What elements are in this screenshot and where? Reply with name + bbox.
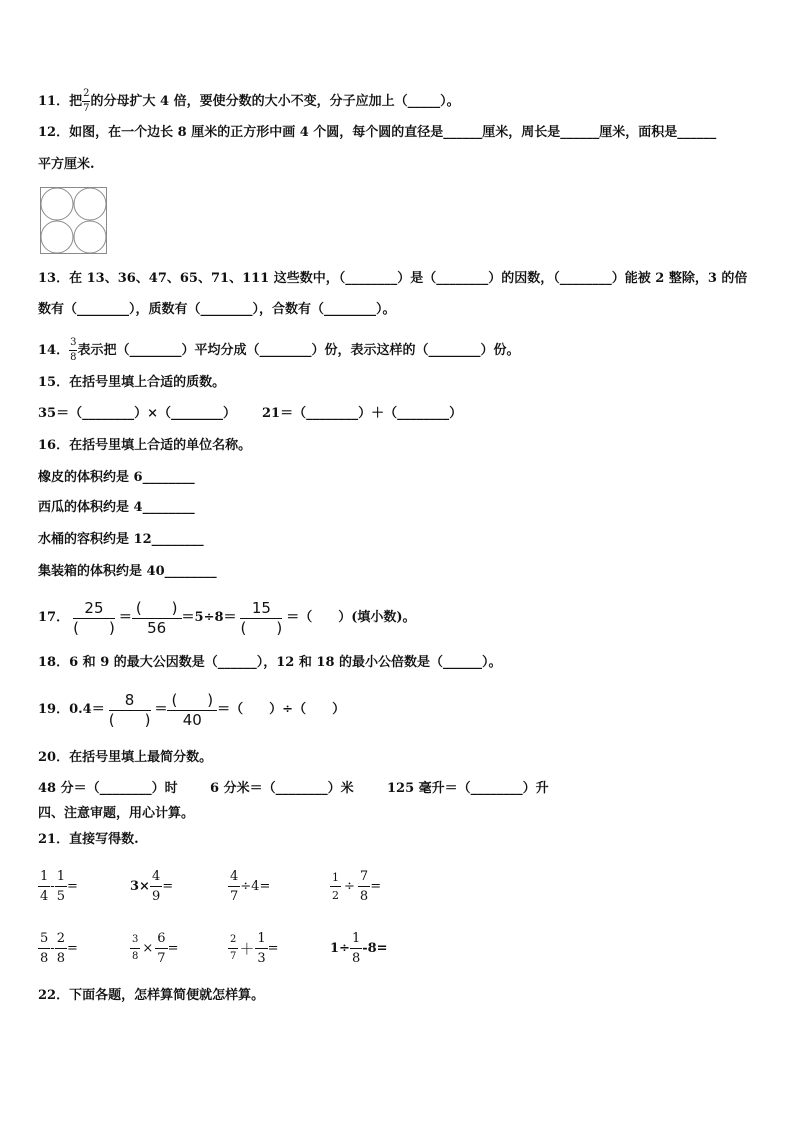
q17-fraction-2: $\frac{( )}{56}$ (132, 601, 182, 636)
question-17: 17． $\frac{25}{( )}$ ＝ $\frac{( )}{56}$ ＝5÷8＝ $\frac{15}{( )}$ ＝（ ）(填小数)。 (38, 598, 416, 637)
question-20-title: 20．在括号里填上最简分数。 (38, 750, 213, 765)
circle-bottom-left (41, 221, 73, 253)
circle-top-right (74, 188, 106, 220)
circle-bottom-right (74, 221, 106, 253)
q15-left: 35＝（________）×（________） (38, 406, 236, 421)
q11-text: 的分母扩大 4 倍，要使分数的大小不变，分子应加上（_____）。 (90, 94, 460, 109)
q21-row2-expr1: $\frac{5}{8}$ - $\frac{2}{8}$ = (40, 930, 78, 966)
q19-tail: ＝（ ）÷（ ） (217, 702, 346, 717)
question-13-line2: 数有（________），质数有（________），合数有（________）。 (38, 302, 396, 317)
question-12-line1: 12．如图，在一个边长 8 厘米的正方形中画 4 个圆，每个圆的直径是______厘米，周长是______厘米，面积是______ (38, 125, 717, 140)
question-19: 19．0.4＝ $\frac{8}{( )}$ ＝ $\frac{( )}{40}$ ＝（ ）÷（ ） (38, 690, 346, 729)
question-15-title: 15．在括号里填上合适的质数。 (38, 375, 226, 390)
q20-b: 6 分米＝（________）米 (210, 781, 354, 796)
q15-right: 21＝（________）＋（________） (262, 406, 463, 421)
q19-fraction-2: $\frac{( )}{40}$ (167, 693, 217, 728)
q16-item-2: 西瓜的体积约是 4________ (38, 500, 195, 515)
question-16-title: 16．在括号里填上合适的单位名称。 (38, 438, 252, 453)
q17-label: 17． (38, 610, 70, 625)
circle-top-left (41, 188, 73, 220)
question-12-line2: 平方厘米. (38, 157, 95, 172)
q21-row1-expr4: $\frac{1}{2}$ ÷ $\frac{7}{8}$ = (332, 868, 382, 904)
q11-fraction: $\frac{2}{7}$ (83, 88, 90, 114)
q21-row2-expr3: $\frac{2}{7}$ ＋ $\frac{1}{3}$ = (230, 930, 279, 966)
question-14 (38, 338, 519, 363)
q11-prefix: 11．把 (38, 94, 83, 109)
q16-item-3: 水桶的容积约是 12________ (38, 532, 204, 547)
q16-item-1: 橡皮的体积约是 6________ (38, 470, 195, 485)
q14-label: 14． (38, 343, 70, 358)
q17-fraction-1: $\frac{25}{( )}$ (73, 598, 115, 637)
q19-label: 19．0.4＝ (38, 702, 105, 717)
question-21-title: 21．直接写得数. (38, 832, 139, 847)
q21-row1-expr3: $\frac{4}{7}$ ÷4= (230, 868, 271, 904)
q21-row1-expr1: $\frac{1}{4}$ - $\frac{1}{5}$ = (40, 868, 78, 904)
q14-text: 表示把（________）平均分成（________）份，表示这样的（________）份。 (77, 343, 520, 358)
question-18: 18．6 和 9 的最大公因数是（______），12 和 18 的最小公倍数是（______）。 (38, 655, 502, 670)
q14-fraction: $\frac{3}{8}$ (70, 337, 77, 363)
q17-tail: ＝（ ）(填小数)。 (286, 610, 416, 625)
question-11 (38, 89, 460, 114)
question-22-title: 22．下面各题，怎样算简便就怎样算。 (38, 988, 265, 1003)
section-4-heading: 四、注意审题，用心计算。 (38, 806, 195, 821)
q21-row2-expr2: $\frac{3}{8}$ × $\frac{6}{7}$ = (132, 930, 179, 966)
q16-item-4: 集装箱的体积约是 40________ (38, 564, 217, 579)
q17-fraction-3: $\frac{15}{( )}$ (240, 598, 283, 637)
question-13-line1: 13．在 13、36、47、65、71、111 这些数中，（________）是（________）的因数，（________）能被 2 整除，3 的倍 (38, 271, 748, 286)
q19-fraction-1: $\frac{8}{( )}$ (108, 690, 151, 729)
q20-a: 48 分＝（________）时 (38, 781, 178, 796)
square-with-four-circles-figure (40, 187, 107, 254)
q21-row1-expr2: 3× $\frac{4}{9}$ = (130, 868, 174, 904)
q21-row2-expr4: 1÷ $\frac{1}{8}$ -8= (330, 930, 388, 966)
q20-c: 125 毫升＝（________）升 (387, 781, 549, 796)
q17-mid: ＝5÷8＝ (181, 610, 237, 625)
